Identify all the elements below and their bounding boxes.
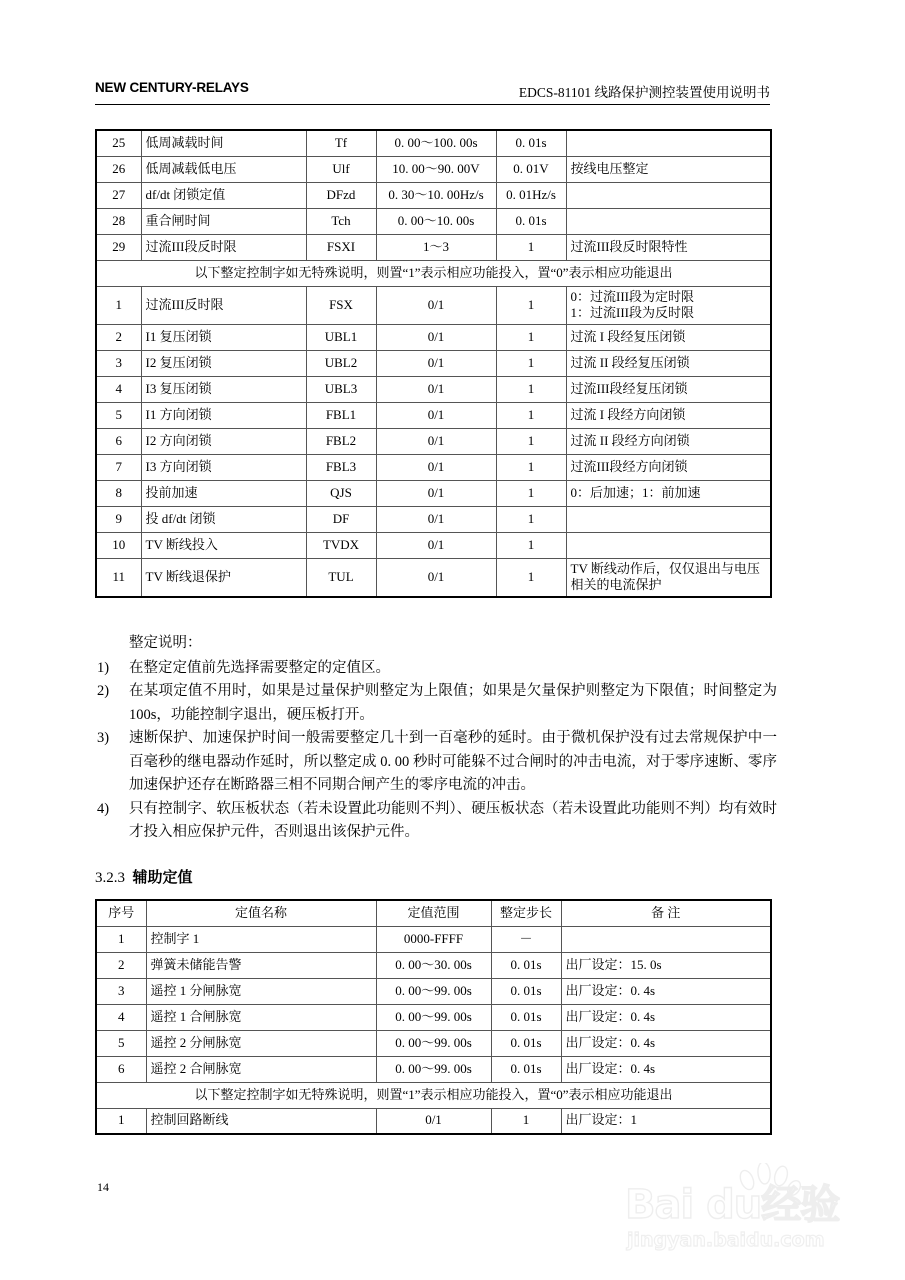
cell-index: 1 xyxy=(96,1108,146,1134)
paw-print-icon xyxy=(733,1163,803,1203)
cell-index: 9 xyxy=(96,506,141,532)
cell-setting-name: 控制字 1 xyxy=(146,926,376,952)
cell-index: 27 xyxy=(96,182,141,208)
cell-symbol: DF xyxy=(306,506,376,532)
cell-index: 7 xyxy=(96,454,141,480)
cell-symbol: FBL2 xyxy=(306,428,376,454)
cell-range: 0/1 xyxy=(376,532,496,558)
cell-range: 0. 00～99. 00s xyxy=(376,1056,491,1082)
cell-setting-name: 遥控 2 分闸脉宽 xyxy=(146,1030,376,1056)
cell-index: 3 xyxy=(96,350,141,376)
instruction-item xyxy=(95,657,777,680)
header-brand: NEW CENTURY-RELAYS xyxy=(95,80,249,95)
cell-index: 11 xyxy=(96,558,141,597)
running-header xyxy=(95,80,770,106)
cell-index: 1 xyxy=(96,926,146,952)
table-header-row xyxy=(96,900,771,926)
settings-instruction-list xyxy=(95,657,777,845)
cell-step: 0. 01s xyxy=(491,952,561,978)
column-header: 备 注 xyxy=(561,900,771,926)
cell-symbol: UBL3 xyxy=(306,376,376,402)
table-row xyxy=(96,1056,771,1082)
cell-symbol: UBL1 xyxy=(306,324,376,350)
cell-symbol: Tf xyxy=(306,130,376,156)
cell-range: 0. 00～30. 00s xyxy=(376,952,491,978)
cell-range: 1～3 xyxy=(376,234,496,260)
column-header: 整定步长 xyxy=(491,900,561,926)
settings-table-continued xyxy=(95,129,772,598)
cell-setting-name: 遥控 2 合闸脉宽 xyxy=(146,1056,376,1082)
cell-step: － xyxy=(491,926,561,952)
instruction-item xyxy=(95,680,777,727)
item-text: 只有控制字、软压板状态（若未设置此功能则不判）、硬压板状态（若未设置此功能则不判）均有效时才投入相应保护元件，否则退出该保护元件。 xyxy=(129,800,777,841)
cell-remark: 过流III段经方向闭锁 xyxy=(566,454,771,480)
cell-index: 5 xyxy=(96,1030,146,1056)
cell-index: 4 xyxy=(96,1004,146,1030)
cell-range: 0/1 xyxy=(376,428,496,454)
cell-index: 5 xyxy=(96,402,141,428)
cell-setting-name: I2 复压闭锁 xyxy=(141,350,306,376)
section-number: 3.2.3 xyxy=(95,870,125,886)
cell-control-word-note: 以下整定控制字如无特殊说明，则置“1”表示相应功能投入，置“0”表示相应功能退出 xyxy=(96,260,771,286)
cell-step: 0. 01s xyxy=(491,1030,561,1056)
column-header: 序号 xyxy=(96,900,146,926)
table-row xyxy=(96,978,771,1004)
cell-remark: 过流III段反时限特性 xyxy=(566,234,771,260)
cell-symbol: FSX xyxy=(306,286,376,324)
table-row xyxy=(96,532,771,558)
cell-index: 3 xyxy=(96,978,146,1004)
item-text: 在整定定值前先选择需要整定的定值区。 xyxy=(129,660,390,676)
remark-line: TV 断线动作后，仅仅退出与电压 xyxy=(570,560,760,576)
table-row xyxy=(96,324,771,350)
cell-remark: 过流 I 段经复压闭锁 xyxy=(566,324,771,350)
cell-step: 1 xyxy=(496,324,566,350)
cell-setting-name: 过流III反时限 xyxy=(141,286,306,324)
cell-index: 8 xyxy=(96,480,141,506)
cell-remark: 过流III段经复压闭锁 xyxy=(566,376,771,402)
cell-remark xyxy=(566,182,771,208)
section-heading xyxy=(95,866,193,887)
cell-range: 0/1 xyxy=(376,506,496,532)
cell-step: 0. 01V xyxy=(496,156,566,182)
cell-index: 6 xyxy=(96,1056,146,1082)
cell-step: 0. 01s xyxy=(491,1056,561,1082)
cell-range: 0. 00～99. 00s xyxy=(376,1030,491,1056)
table-note-row xyxy=(96,1082,771,1108)
cell-remark: 过流 II 段经复压闭锁 xyxy=(566,350,771,376)
item-marker: 4) xyxy=(97,800,110,817)
cell-step: 1 xyxy=(496,234,566,260)
cell-setting-name: 遥控 1 分闸脉宽 xyxy=(146,978,376,1004)
cell-symbol: TVDX xyxy=(306,532,376,558)
cell-range: 0/1 xyxy=(376,454,496,480)
cell-step: 0. 01s xyxy=(491,1004,561,1030)
cell-remark xyxy=(566,506,771,532)
cell-range: 0/1 xyxy=(376,376,496,402)
cell-step: 1 xyxy=(496,376,566,402)
column-header: 定值范围 xyxy=(376,900,491,926)
cell-setting-name: I3 方向闭锁 xyxy=(141,454,306,480)
cell-remark xyxy=(566,130,771,156)
header-title: EDCS-81101 线路保护测控装置使用说明书 xyxy=(518,85,770,100)
cell-symbol: UBL2 xyxy=(306,350,376,376)
cell-remark: 0：后加速；1：前加速 xyxy=(566,480,771,506)
cell-index: 10 xyxy=(96,532,141,558)
table-row xyxy=(96,208,771,234)
watermark-brand xyxy=(625,1173,839,1230)
cell-symbol: Ulf xyxy=(306,156,376,182)
cell-symbol: Tch xyxy=(306,208,376,234)
cell-remark xyxy=(566,286,771,324)
cell-remark: 出厂设定：15. 0s xyxy=(561,952,771,978)
table-row xyxy=(96,286,771,324)
cell-setting-name: 低周减载时间 xyxy=(141,130,306,156)
item-marker: 3) xyxy=(97,730,110,747)
cell-index: 2 xyxy=(96,952,146,978)
cell-remark: 出厂设定：1 xyxy=(561,1108,771,1134)
item-marker: 2) xyxy=(97,683,110,700)
cell-remark: 出厂设定：0. 4s xyxy=(561,1056,771,1082)
cell-index: 26 xyxy=(96,156,141,182)
table-row xyxy=(96,1108,771,1134)
cell-range: 0/1 xyxy=(376,286,496,324)
cell-remark: 出厂设定：0. 4s xyxy=(561,1030,771,1056)
cell-index: 29 xyxy=(96,234,141,260)
cell-range: 0000-FFFF xyxy=(376,926,491,952)
cell-step: 1 xyxy=(496,286,566,324)
remark-line: 相关的电流保护 xyxy=(570,577,662,593)
cell-setting-name: 投 df/dt 闭锁 xyxy=(141,506,306,532)
item-text: 速断保护、加速保护时间一般需要整定几十到一百毫秒的延时。由于微机保护没有过去常规保护中一百毫秒的继电器动作延时，所以整定成 0. 00 秒时可能躲不过合闸时的冲击电流，对于零序速断、零序加速保护还存在断路器三相不同期合闸产生的零序电流的冲击。 xyxy=(129,730,777,794)
cell-remark: 按线电压整定 xyxy=(566,156,771,182)
table-row xyxy=(96,428,771,454)
cell-setting-name: 遥控 1 合闸脉宽 xyxy=(146,1004,376,1030)
watermark-brand-cn: 经验 xyxy=(761,1182,840,1228)
header-rule xyxy=(95,104,770,105)
item-text: 在某项定值不用时，如果是过量保护则整定为上限值；如果是欠量保护则整定为下限值；时间整定为 100s，功能控制字退出，硬压板打开。 xyxy=(129,683,777,723)
cell-range: 0/1 xyxy=(376,350,496,376)
watermark-url: jingyan.baidu.com xyxy=(627,1229,825,1251)
cell-step: 1 xyxy=(496,402,566,428)
table-row xyxy=(96,952,771,978)
cell-range: 0/1 xyxy=(376,1108,491,1134)
table-row xyxy=(96,234,771,260)
cell-symbol: FBL1 xyxy=(306,402,376,428)
cell-remark xyxy=(566,558,771,597)
section-title: 辅助定值 xyxy=(132,870,193,886)
cell-symbol: FBL3 xyxy=(306,454,376,480)
cell-remark xyxy=(566,532,771,558)
cell-setting-name: 弹簧未储能告警 xyxy=(146,952,376,978)
cell-setting-name: I3 复压闭锁 xyxy=(141,376,306,402)
cell-index: 4 xyxy=(96,376,141,402)
table-row xyxy=(96,156,771,182)
cell-range: 0. 00～99. 00s xyxy=(376,1004,491,1030)
cell-symbol: DFzd xyxy=(306,182,376,208)
table-row xyxy=(96,182,771,208)
table-row xyxy=(96,350,771,376)
baidu-jingyan-watermark xyxy=(625,1163,895,1263)
cell-step: 1 xyxy=(496,480,566,506)
cell-step: 0. 01s xyxy=(496,130,566,156)
item-marker: 1) xyxy=(97,660,110,676)
cell-setting-name: df/dt 闭锁定值 xyxy=(141,182,306,208)
cell-setting-name: 投前加速 xyxy=(141,480,306,506)
cell-range: 0/1 xyxy=(376,558,496,597)
instruction-item xyxy=(95,727,777,797)
table-row xyxy=(96,558,771,597)
table-row xyxy=(96,506,771,532)
cell-range: 0/1 xyxy=(376,402,496,428)
column-header: 定值名称 xyxy=(146,900,376,926)
cell-index: 2 xyxy=(96,324,141,350)
table-row xyxy=(96,926,771,952)
cell-setting-name: 重合闸时间 xyxy=(141,208,306,234)
cell-symbol: FSXI xyxy=(306,234,376,260)
table-note-row xyxy=(96,260,771,286)
cell-range: 0/1 xyxy=(376,480,496,506)
cell-range: 0/1 xyxy=(376,324,496,350)
table-row xyxy=(96,376,771,402)
cell-step: 1 xyxy=(496,558,566,597)
cell-range: 0. 00～10. 00s xyxy=(376,208,496,234)
cell-step: 1 xyxy=(496,506,566,532)
cell-remark: 出厂设定：0. 4s xyxy=(561,1004,771,1030)
watermark-brand-latin: Bai du xyxy=(625,1182,762,1228)
cell-range: 0. 00～99. 00s xyxy=(376,978,491,1004)
table-row xyxy=(96,1030,771,1056)
cell-step: 0. 01s xyxy=(491,978,561,1004)
cell-remark xyxy=(561,926,771,952)
table-row xyxy=(96,1004,771,1030)
page-number: 14 xyxy=(97,1180,109,1194)
cell-setting-name: I1 方向闭锁 xyxy=(141,402,306,428)
cell-symbol: TUL xyxy=(306,558,376,597)
cell-index: 25 xyxy=(96,130,141,156)
table-row xyxy=(96,480,771,506)
cell-step: 1 xyxy=(496,532,566,558)
cell-setting-name: 过流III段反时限 xyxy=(141,234,306,260)
cell-setting-name: TV 断线投入 xyxy=(141,532,306,558)
cell-step: 1 xyxy=(491,1108,561,1134)
cell-setting-name: I1 复压闭锁 xyxy=(141,324,306,350)
cell-step: 0. 01Hz/s xyxy=(496,182,566,208)
settings-instruction-label: 整定说明： xyxy=(129,635,202,651)
cell-remark: 过流 II 段经方向闭锁 xyxy=(566,428,771,454)
table-row xyxy=(96,402,771,428)
auxiliary-settings-table xyxy=(95,899,772,1135)
cell-remark: 过流 I 段经方向闭锁 xyxy=(566,402,771,428)
cell-step: 1 xyxy=(496,350,566,376)
remark-line: 0：过流III段为定时限 xyxy=(570,288,694,304)
cell-index: 6 xyxy=(96,428,141,454)
cell-range: 10. 00～90. 00V xyxy=(376,156,496,182)
cell-range: 0. 30～10. 00Hz/s xyxy=(376,182,496,208)
cell-range: 0. 00～100. 00s xyxy=(376,130,496,156)
cell-remark xyxy=(566,208,771,234)
cell-index: 28 xyxy=(96,208,141,234)
cell-step: 1 xyxy=(496,454,566,480)
instruction-item xyxy=(95,798,777,845)
remark-line: 1：过流III段为反时限 xyxy=(570,305,694,321)
cell-index: 1 xyxy=(96,286,141,324)
cell-step: 0. 01s xyxy=(496,208,566,234)
table-row xyxy=(96,454,771,480)
cell-setting-name: 控制回路断线 xyxy=(146,1108,376,1134)
cell-setting-name: TV 断线退保护 xyxy=(141,558,306,597)
cell-remark: 出厂设定：0. 4s xyxy=(561,978,771,1004)
cell-symbol: QJS xyxy=(306,480,376,506)
table-row xyxy=(96,130,771,156)
cell-setting-name: I2 方向闭锁 xyxy=(141,428,306,454)
cell-step: 1 xyxy=(496,428,566,454)
cell-setting-name: 低周减载低电压 xyxy=(141,156,306,182)
cell-control-word-note: 以下整定控制字如无特殊说明，则置“1”表示相应功能投入，置“0”表示相应功能退出 xyxy=(96,1082,771,1108)
